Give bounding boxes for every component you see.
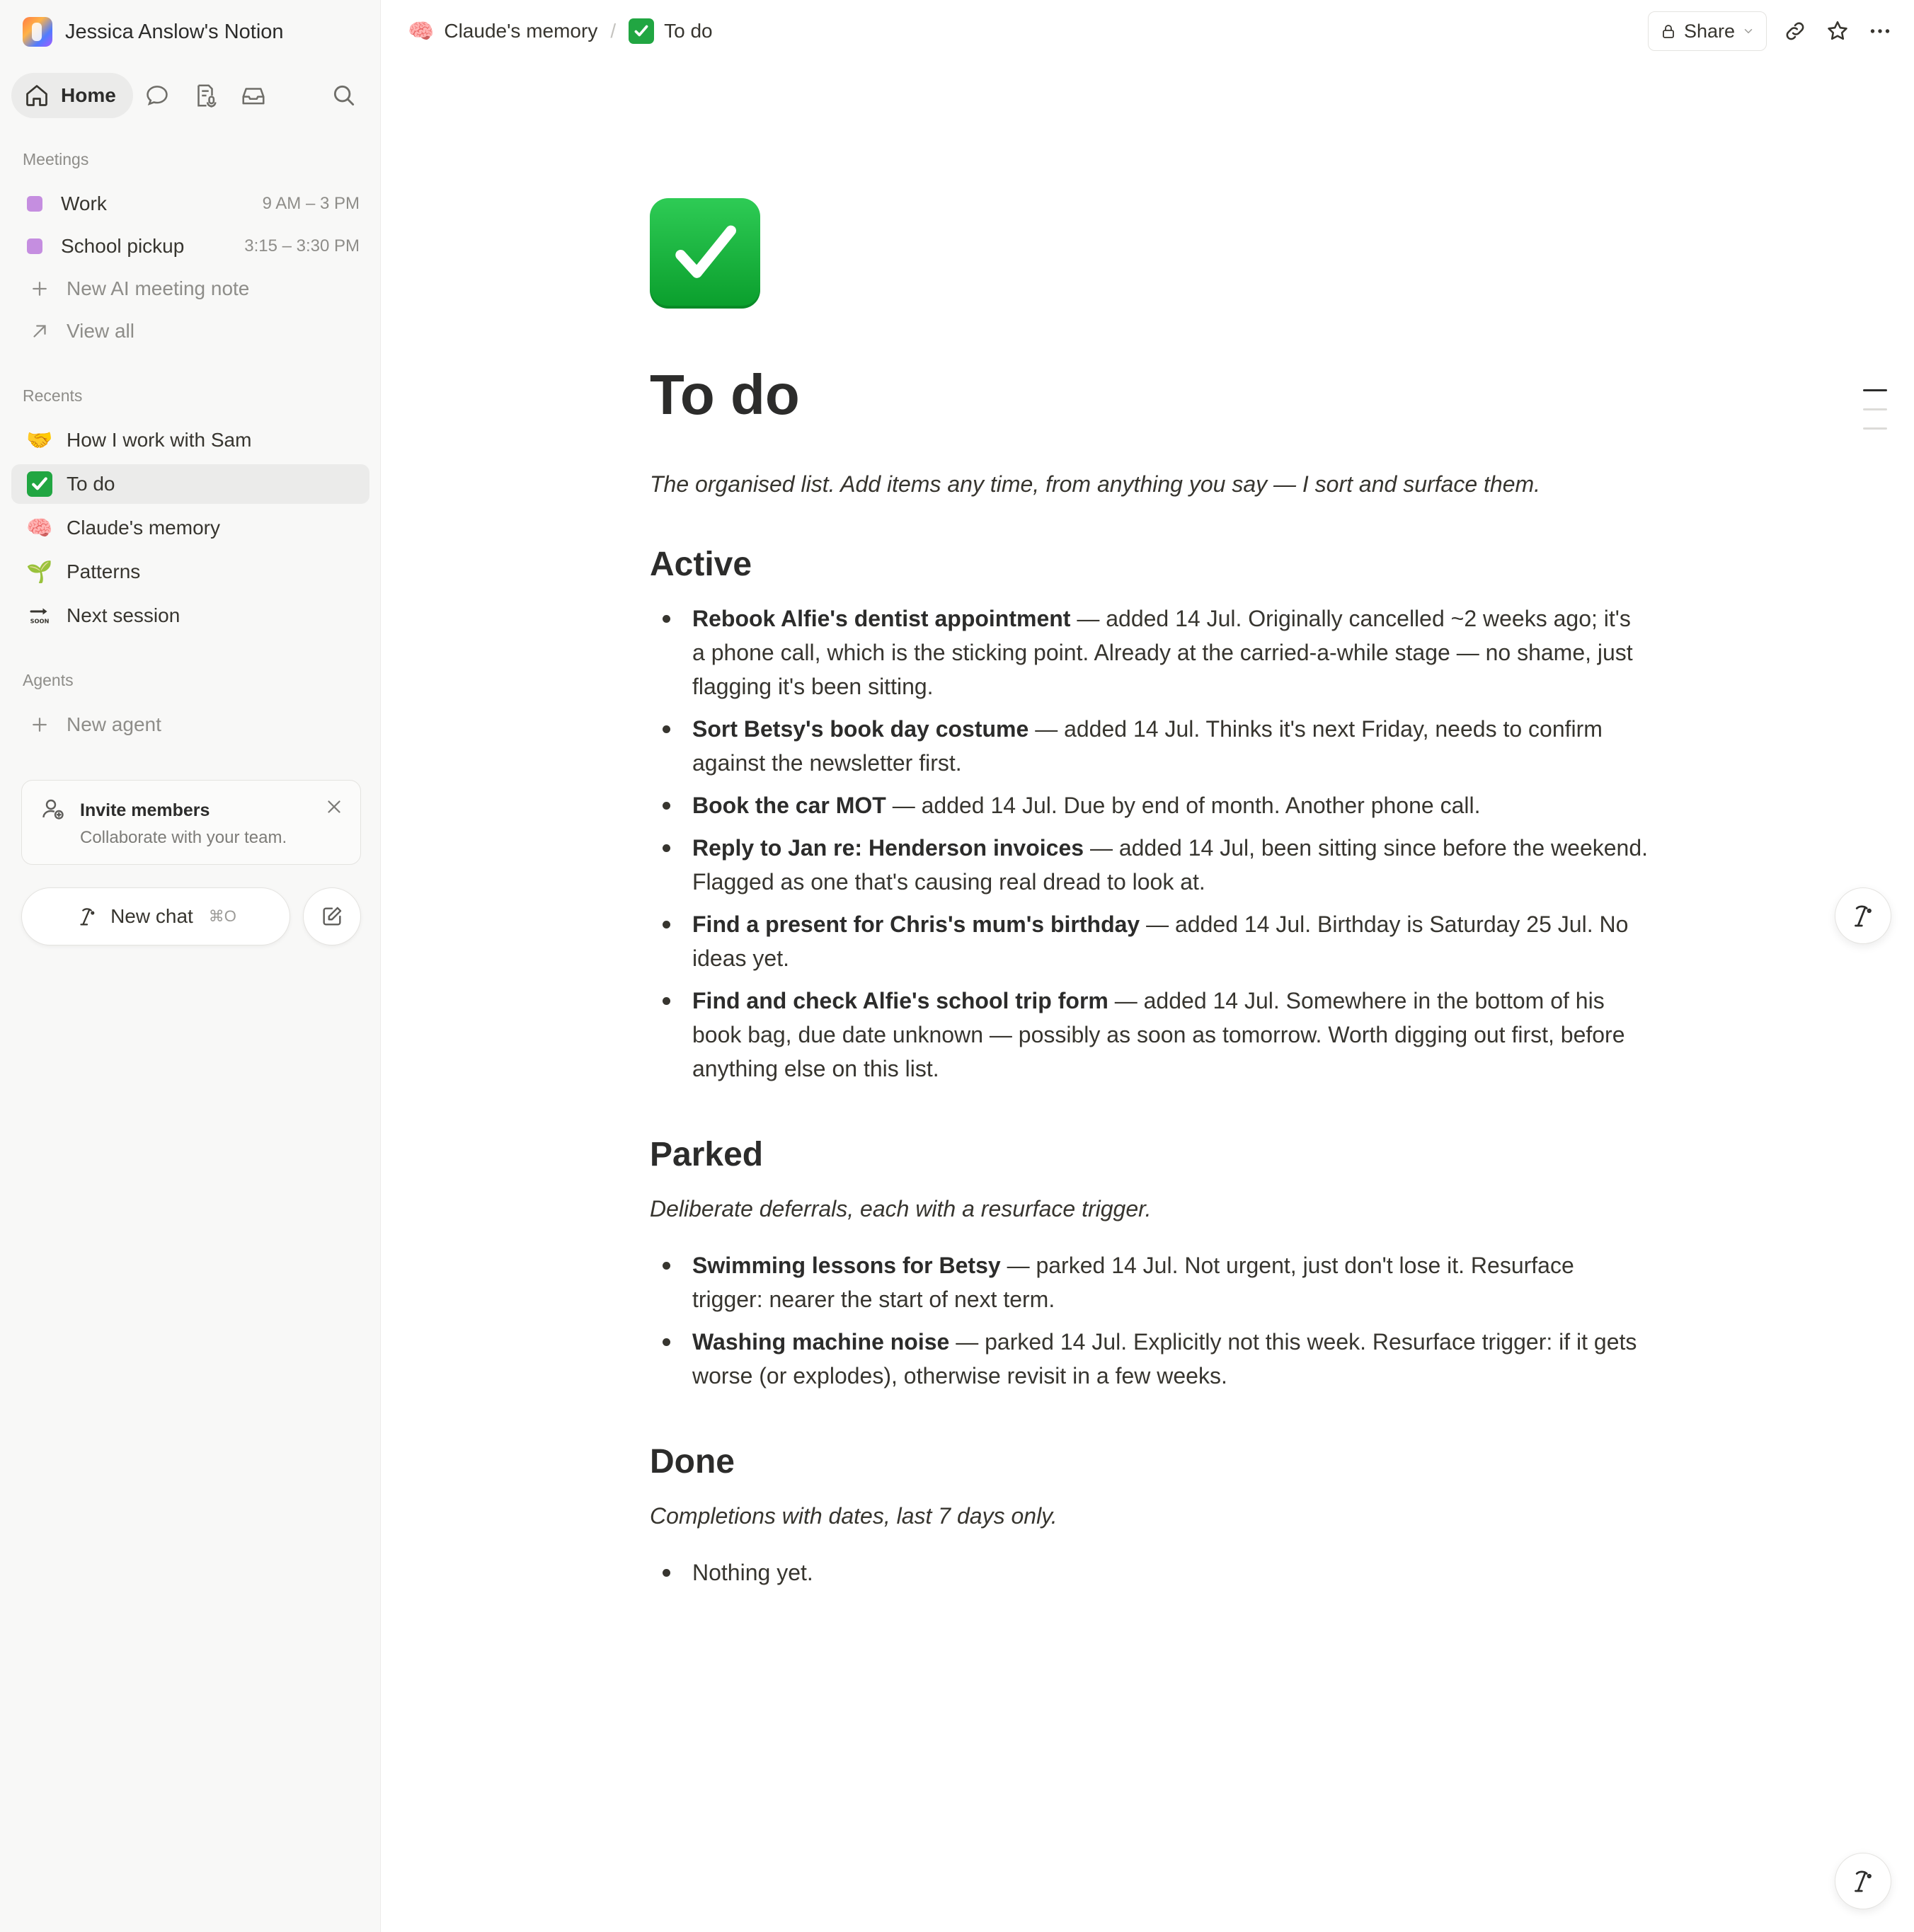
breadcrumb-label: To do <box>664 20 713 42</box>
check-mark-icon <box>25 470 54 498</box>
meeting-label: School pickup <box>61 235 185 257</box>
page-icon-check-mark[interactable] <box>650 198 760 309</box>
claude-spark-icon <box>1848 901 1878 931</box>
compose-icon <box>320 904 344 928</box>
breadcrumb <box>408 14 713 48</box>
item-title: Swimming lessons for Betsy <box>692 1253 1001 1278</box>
list-item[interactable] <box>650 788 1648 822</box>
meeting-notes-icon[interactable] <box>181 73 229 118</box>
item-title: Rebook Alfie's dentist appointment <box>692 606 1071 631</box>
invite-members-card[interactable] <box>21 780 361 865</box>
done-subtitle[interactable]: Completions with dates, last 7 days only. <box>650 1503 1058 1529</box>
done-list <box>650 1556 1648 1589</box>
handshake-icon: 🤝 <box>26 428 53 452</box>
toc-line <box>1863 408 1887 410</box>
breadcrumb-label: Claude's memory <box>444 20 598 42</box>
more-options-icon[interactable] <box>1866 17 1894 45</box>
workspace-switcher[interactable] <box>23 16 284 48</box>
parked-subtitle[interactable]: Deliberate deferrals, each with a resurface trigger. <box>650 1196 1152 1221</box>
item-title: Find and check Alfie's school trip form <box>692 988 1108 1013</box>
recents-section-label: Recents <box>23 386 83 405</box>
page-content <box>650 467 1648 1589</box>
sidebar-top-nav <box>11 72 368 119</box>
item-title: Washing machine noise <box>692 1329 950 1355</box>
item-title: Find a present for Chris's mum's birthday <box>692 912 1140 937</box>
table-of-contents-indicator[interactable] <box>1863 389 1887 447</box>
item-text: — added 14 Jul. Due by end of month. Another phone call. <box>886 793 1481 818</box>
item-text: Nothing yet. <box>692 1560 813 1585</box>
item-text: — parked 14 Jul. Not urgent, just don't lose it. Resurface trigger: nearer the start of next term. <box>692 1253 1574 1312</box>
sidebar-item-how-i-work-with-sam[interactable] <box>11 420 369 460</box>
item-text: — parked 14 Jul. Explicitly not this week. Resurface trigger: if it gets worse (or explodes), otherwise revisit in a few weeks. <box>692 1329 1637 1388</box>
invite-members-subtitle: Collaborate with your team. <box>80 828 287 847</box>
claude-spark-icon <box>1848 1866 1878 1896</box>
sidebar-item-claudes-memory[interactable] <box>11 508 369 548</box>
parked-list <box>650 1248 1648 1393</box>
workspace-name: Jessica Anslow's Notion <box>65 20 284 43</box>
item-title: Sort Betsy's book day costume <box>692 716 1029 742</box>
lock-icon <box>1660 23 1677 40</box>
share-button[interactable] <box>1648 11 1767 51</box>
breadcrumb-item-claudes-memory[interactable] <box>408 19 597 44</box>
claude-spark-icon <box>75 904 99 928</box>
list-item[interactable] <box>650 1556 1648 1589</box>
item-text: — added 14 Jul. Originally cancelled ~2 weeks ago; it's a phone call, which is the sticking point. Already at the carried-a-while stage — no shame, just flagging it's been sitting. <box>692 606 1633 699</box>
item-text: — added 14 Jul, been sitting since before the weekend. Flagged as one that's causing real dread to look at. <box>692 835 1649 895</box>
brain-icon: 🧠 <box>408 19 435 43</box>
meetings-section-label: Meetings <box>23 150 89 168</box>
star-icon[interactable] <box>1823 17 1852 45</box>
add-person-icon <box>40 796 66 822</box>
meeting-time: 9 AM – 3 PM <box>262 194 360 213</box>
sidebar-item-to-do[interactable] <box>11 464 369 504</box>
meeting-label: Work <box>61 192 107 214</box>
soon-arrow-icon <box>25 602 54 630</box>
workspace-logo-icon <box>23 17 52 47</box>
meeting-color-dot <box>27 238 42 254</box>
plus-icon <box>25 275 54 303</box>
plus-icon <box>25 711 54 739</box>
inbox-icon[interactable] <box>229 73 277 118</box>
arrow-up-right-icon <box>25 317 54 345</box>
list-item[interactable] <box>650 1325 1648 1393</box>
brain-icon: 🧠 <box>26 516 53 540</box>
new-chat-shortcut: ⌘O <box>208 907 236 925</box>
new-ai-meeting-note-button[interactable] <box>11 269 369 309</box>
toc-line <box>1863 389 1887 391</box>
new-agent-button[interactable] <box>11 705 369 744</box>
chevron-down-icon <box>1742 25 1755 38</box>
sidebar <box>0 0 381 1932</box>
sidebar-item-label: How I work with Sam <box>67 429 252 451</box>
item-text: — added 14 Jul. Somewhere in the bottom of his book bag, due date unknown — possibly as soon as tomorrow. Worth digging out first, before anything else on this list. <box>692 988 1625 1081</box>
item-title: Book the car MOT <box>692 793 886 818</box>
heading-done[interactable]: Done <box>650 1443 735 1480</box>
sidebar-item-label: Claude's memory <box>67 517 220 539</box>
meeting-item-school-pickup[interactable] <box>11 226 369 266</box>
item-text: — added 14 Jul. Thinks it's next Friday, needs to confirm against the newsletter first. <box>692 716 1603 776</box>
list-item[interactable] <box>650 602 1648 703</box>
meeting-item-work[interactable] <box>11 184 369 224</box>
svg-text:SOON: SOON <box>30 617 50 625</box>
chat-icon[interactable] <box>133 73 181 118</box>
home-button[interactable] <box>11 73 133 118</box>
meeting-time: 3:15 – 3:30 PM <box>244 236 360 255</box>
view-all-button[interactable] <box>11 311 369 351</box>
search-icon[interactable] <box>320 73 368 118</box>
home-icon <box>24 83 50 108</box>
check-mark-icon <box>629 18 654 44</box>
active-list <box>650 602 1648 1086</box>
new-agent-label: New agent <box>67 713 161 735</box>
agents-section-label: Agents <box>23 671 74 689</box>
sidebar-item-label: Next session <box>67 604 180 626</box>
close-icon[interactable] <box>323 796 345 817</box>
sidebar-item-next-session[interactable] <box>11 596 369 636</box>
sidebar-item-patterns[interactable] <box>11 552 369 592</box>
list-item[interactable] <box>650 907 1648 975</box>
breadcrumb-separator: / <box>610 20 617 42</box>
new-chat-button[interactable] <box>21 887 290 945</box>
ai-assistant-button[interactable] <box>1835 1853 1891 1909</box>
home-label: Home <box>61 84 116 106</box>
list-item[interactable] <box>650 984 1648 1086</box>
heading-parked[interactable]: Parked <box>650 1136 764 1173</box>
page-title[interactable]: To do <box>650 363 800 426</box>
new-ai-meeting-note-label: New AI meeting note <box>67 277 250 299</box>
list-item[interactable] <box>650 712 1648 780</box>
list-item[interactable] <box>650 1248 1648 1316</box>
copy-link-icon[interactable] <box>1781 17 1809 45</box>
heading-active[interactable]: Active <box>650 546 752 583</box>
item-title: Reply to Jan re: Henderson invoices <box>692 835 1084 861</box>
breadcrumb-item-to-do[interactable] <box>629 18 713 44</box>
seedling-icon: 🌱 <box>26 560 53 584</box>
list-item[interactable] <box>650 831 1648 899</box>
meeting-color-dot <box>27 196 42 212</box>
invite-members-title: Invite members <box>80 800 210 820</box>
ai-assistant-button[interactable] <box>1835 887 1891 944</box>
view-all-label: View all <box>67 320 134 342</box>
sidebar-item-label: To do <box>67 473 115 495</box>
sidebar-item-label: Patterns <box>67 560 141 582</box>
item-text: — added 14 Jul. Birthday is Saturday 25 Jul. No ideas yet. <box>692 912 1629 971</box>
compose-button[interactable] <box>303 887 361 945</box>
new-chat-label: New chat <box>110 905 193 927</box>
share-label: Share <box>1683 20 1736 42</box>
page-intro[interactable]: The organised list. Add items any time, from anything you say — I sort and surface them. <box>650 471 1541 497</box>
toc-line <box>1863 427 1887 430</box>
